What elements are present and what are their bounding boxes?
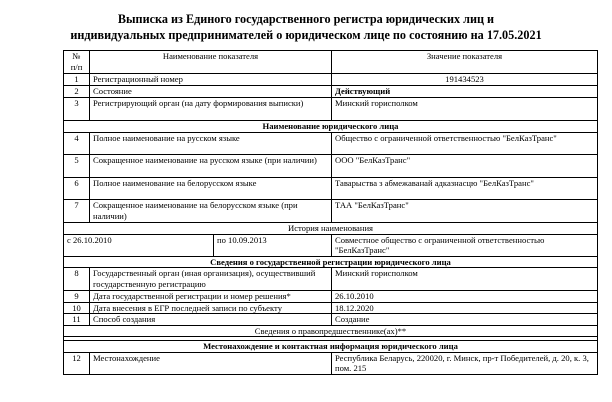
section-row — [64, 256, 598, 268]
row-number: 10 — [64, 302, 90, 314]
row-label: Местонахождение — [90, 352, 332, 374]
section-row — [64, 121, 598, 133]
row-number: 6 — [64, 178, 90, 200]
row-label: Дата внесения в ЕГР последней записи по субъекту — [90, 302, 332, 314]
row-number: 11 — [64, 314, 90, 326]
section-title-location: Местонахождение и контактная информация юридического лица — [64, 341, 598, 353]
table-row — [64, 200, 598, 223]
history-row — [64, 234, 598, 256]
row-value: 18.12.2020 — [332, 302, 598, 314]
section-title-name: Наименование юридического лица — [64, 121, 598, 133]
row-label: Регистрационный номер — [90, 74, 332, 86]
document-title — [0, 11, 612, 43]
history-from: с 26.10.2010 — [64, 234, 214, 256]
predecessor-title: Сведения о правопредшественнике(ах)** — [64, 325, 598, 337]
registration-number-value: 191434523 — [332, 74, 598, 86]
row-number: 2 — [64, 86, 90, 98]
row-label: Дата государственной регистрации и номер решения* — [90, 291, 332, 303]
title-line-1: Выписка из Единого государственного регистра юридических лиц и — [117, 12, 495, 26]
row-number: 3 — [64, 98, 90, 121]
table-row — [64, 86, 598, 98]
history-title: История наименования — [64, 223, 598, 235]
row-number: 4 — [64, 133, 90, 155]
section-row — [64, 341, 598, 353]
row-value: Общество с ограниченной ответственностью "БелКазТранс" — [332, 133, 598, 155]
section-row — [64, 223, 598, 235]
history-to: по 10.09.2013 — [214, 234, 332, 256]
table-row — [64, 74, 598, 86]
table-row — [64, 155, 598, 178]
row-label: Способ создания — [90, 314, 332, 326]
header-number-line2: п/п — [70, 61, 83, 72]
row-value: Республика Беларусь, 220020, г. Минск, пр-т Победителей, д. 20, к. 3, пом. 215 — [332, 352, 598, 374]
row-label: Сокращенное наименование на русском языке (при наличии) — [90, 155, 332, 178]
table-row — [64, 133, 598, 155]
row-label: Полное наименование на белорусском языке — [90, 178, 332, 200]
table-row — [64, 98, 598, 121]
row-value: 26.10.2010 — [332, 291, 598, 303]
row-number: 8 — [64, 268, 90, 291]
table-header-row — [64, 51, 598, 74]
row-label: Регистрирующий орган (на дату формирования выписки) — [90, 98, 332, 121]
register-table — [63, 50, 598, 375]
row-label: Сокращенное наименование на белорусском языке (при наличии) — [90, 200, 332, 223]
row-number: 12 — [64, 352, 90, 374]
row-number: 9 — [64, 291, 90, 303]
history-value: Совместное общество с ограниченной ответственностью "БелКазТранс" — [332, 234, 598, 256]
header-number-line1: № — [72, 51, 81, 61]
row-value: Минский горисполком — [332, 98, 598, 121]
table-row — [64, 291, 598, 303]
header-indicator: Наименование показателя — [90, 51, 332, 74]
row-number: 1 — [64, 74, 90, 86]
title-line-2: индивидуальных предпринимателей о юридическом лице по состоянию на 17.05.2021 — [70, 28, 542, 42]
row-value: Таварыства з абмежаванай адказнасцю "БелКазТранс" — [332, 178, 598, 200]
row-number: 7 — [64, 200, 90, 223]
row-number: 5 — [64, 155, 90, 178]
row-value: ТАА "БелКазТранс" — [332, 200, 598, 223]
table-row — [64, 178, 598, 200]
row-value: ООО "БелКазТранс" — [332, 155, 598, 178]
table-row — [64, 352, 598, 374]
section-row — [64, 325, 598, 337]
section-title-registration: Сведения о государственной регистрации юридического лица — [64, 256, 598, 268]
table-row — [64, 314, 598, 326]
table-row — [64, 302, 598, 314]
status-value: Действующий — [332, 86, 598, 98]
header-number — [64, 51, 90, 74]
row-label: Государственный орган (иная организация), осуществивший государственную регистрацию — [90, 268, 332, 291]
row-value: Минский горисполком — [332, 268, 598, 291]
row-label: Полное наименование на русском языке — [90, 133, 332, 155]
table-row — [64, 268, 598, 291]
row-label: Состояние — [90, 86, 332, 98]
row-value: Создание — [332, 314, 598, 326]
header-value: Значение показателя — [332, 51, 598, 74]
